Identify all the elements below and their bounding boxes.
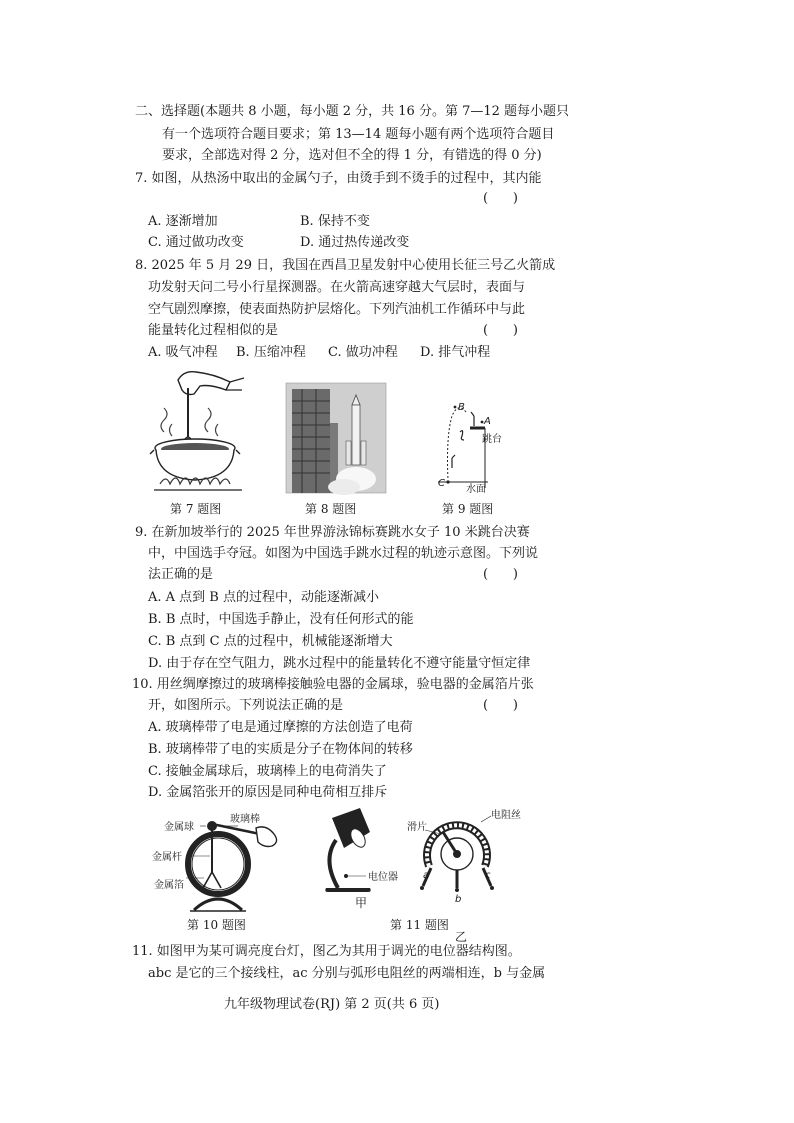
q7-answer-paren: ( ): [483, 191, 518, 206]
q8-line-1: 8. 2025 年 5 月 29 日，我国在西昌卫星发射中心使用长征三号乙火箭成: [135, 258, 556, 273]
fig10-label-metal-stem: 金属杆: [152, 852, 182, 863]
q10-option-c: C. 接触金属球后，玻璃棒上的电荷消失了: [148, 764, 387, 779]
fig10-label-glass-rod: 玻璃棒: [230, 814, 260, 825]
figure-10-electroscope: [152, 812, 290, 914]
figure-7-spoon-in-soup: [150, 366, 250, 496]
figure-9-dive-trajectory: [430, 398, 510, 494]
figure-11b-caption: 乙: [455, 930, 468, 944]
q8-line-2: 功发射天问二号小行星探测器。在火箭高速穿越大气层时，表面与: [148, 280, 526, 295]
q9-line-1: 9. 在新加坡举行的 2025 年世界游泳锦标赛跳水女子 10 米跳台决赛: [135, 525, 530, 540]
figure-8-rocket-launch: [286, 383, 386, 493]
q7-option-b: B. 保持不变: [300, 214, 370, 229]
q10-answer-paren: ( ): [483, 698, 518, 713]
figure-11a-caption: 甲: [355, 896, 368, 910]
q10-option-b: B. 玻璃棒带了电的实质是分子在物体间的转移: [148, 742, 413, 757]
section-header-line-2: 有一个选项符合题目要求；第 13—14 题每小题有两个选项符合题目: [162, 127, 555, 142]
q10-line-1: 10. 用丝绸摩擦过的玻璃棒接触验电器的金属球，验电器的金属箔片张: [132, 677, 534, 692]
q11-line-2: abc 是它的三个接线柱，ac 分别与弧形电阻丝的两端相连，b 与金属: [148, 966, 546, 981]
q8-answer-paren: ( ): [483, 323, 518, 338]
figure-11a-desk-lamp: [312, 806, 407, 894]
q8-option-b: B. 压缩冲程: [236, 345, 306, 360]
fig11b-label-a: a: [423, 870, 430, 881]
fig9-label-c: C: [438, 478, 445, 489]
q9-answer-paren: ( ): [483, 567, 518, 582]
fig11a-label-potentiometer: 电位器: [368, 872, 398, 883]
fig9-label-a: A: [484, 416, 491, 427]
fig11b-label-slider: 滑片: [407, 822, 427, 833]
section-header-line-3: 要求，全部选对得 2 分，选对但不全的得 1 分，有错选的得 0 分): [162, 148, 542, 163]
q10-option-d: D. 金属箔张开的原因是同种电荷相互排斥: [148, 785, 388, 800]
figure-8-caption: 第 8 题图: [305, 502, 357, 516]
q8-line-4: 能量转化过程相似的是: [148, 323, 279, 338]
q7-option-d: D. 通过热传递改变: [300, 235, 410, 250]
fig10-label-metal-ball: 金属球: [164, 822, 194, 833]
fig9-label-platform: 跳台: [482, 434, 502, 445]
q9-line-3: 法正确的是: [148, 567, 214, 582]
q9-option-d: D. 由于存在空气阻力，跳水过程中的能量转化不遵守能量守恒定律: [148, 656, 531, 671]
q7-option-a: A. 逐渐增加: [148, 214, 218, 229]
q10-line-2: 开，如图所示。下列说法正确的是: [148, 698, 344, 713]
section-header-line-1: 二、选择题(本题共 8 小题，每小题 2 分，共 16 分。第 7—12 题每小题只: [135, 104, 570, 119]
figure-9-caption: 第 9 题图: [442, 502, 494, 516]
figure-11-caption: 第 11 题图: [390, 918, 449, 932]
q11-line-1: 11. 如图甲为某可调亮度台灯，图乙为其用于调光的电位器结构图。: [132, 944, 521, 959]
figure-11b-potentiometer-structure: [405, 808, 545, 910]
fig9-label-water: 水面: [466, 484, 486, 495]
q9-option-b: B. B 点时，中国选手静止，没有任何形式的能: [148, 612, 414, 627]
q8-option-a: A. 吸气冲程: [148, 345, 218, 360]
fig11b-label-resistance-wire: 电阻丝: [491, 810, 521, 821]
figure-10-caption: 第 10 题图: [187, 918, 246, 932]
q9-line-2: 中，中国选手夺冠。如图为中国选手跳水过程的轨迹示意图。下列说: [148, 546, 539, 561]
fig9-label-b: B: [458, 402, 465, 413]
page-footer: 九年级物理试卷(RJ) 第 2 页(共 6 页): [224, 997, 440, 1012]
fig11b-label-b: b: [455, 894, 462, 905]
q10-option-a: A. 玻璃棒带了电是通过摩擦的方法创造了电荷: [148, 720, 413, 735]
q8-option-c: C. 做功冲程: [328, 345, 398, 360]
fig10-label-metal-foil: 金属箔: [154, 880, 184, 891]
q7-option-c: C. 通过做功改变: [148, 235, 244, 250]
figure-7-caption: 第 7 题图: [170, 502, 222, 516]
q9-option-c: C. B 点到 C 点的过程中，机械能逐渐增大: [148, 634, 393, 649]
q8-line-3: 空气剧烈摩擦，使表面热防护层熔化。下列汽油机工作循环中与此: [148, 302, 526, 317]
fig11b-label-c: c: [485, 870, 491, 881]
q9-option-a: A. A 点到 B 点的过程中，动能逐渐减小: [148, 590, 379, 605]
q7-stem: 7. 如图，从热汤中取出的金属勺子，由烫手到不烫手的过程中，其内能: [135, 171, 542, 186]
q8-option-d: D. 排气冲程: [420, 345, 491, 360]
